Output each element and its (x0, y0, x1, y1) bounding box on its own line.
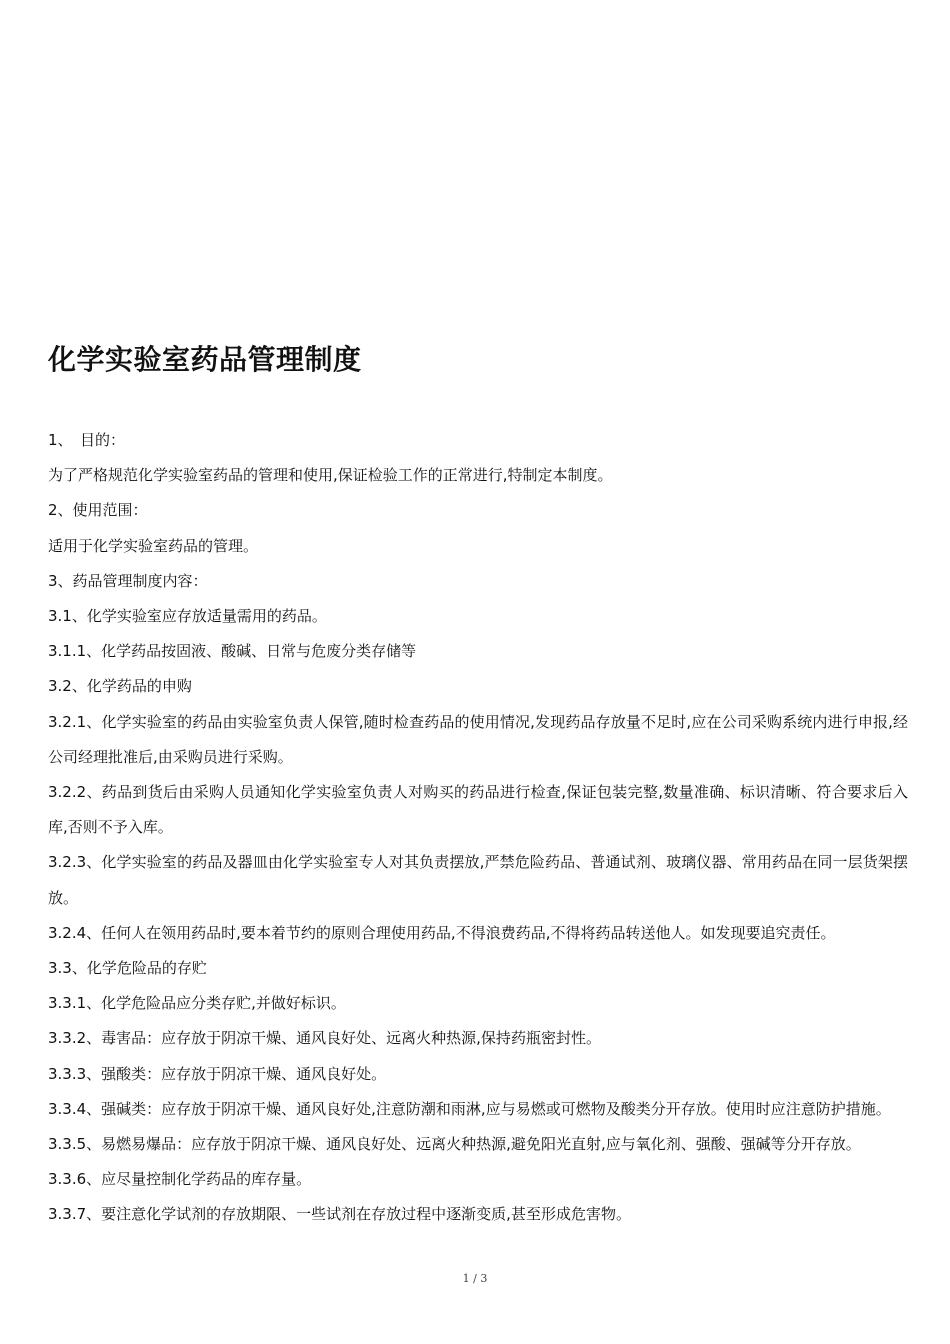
document-title: 化学实验室药品管理制度 (48, 343, 362, 376)
clause-3-3-2: 3.3.2、毒害品：应存放于阴凉干燥、通风良好处、远离火种热源,保持药瓶密封性。 (48, 1029, 601, 1048)
clause-3-2-2: 3.2.2、药品到货后由采购人员通知化学实验室负责人对购买的药品进行检查,保证包装完整,数量准确、标识清晰、符合要求后入库,否则不予入库。 (48, 783, 908, 837)
clause-3-3-1: 3.3.1、化学危险品应分类存贮,并做好标识。 (48, 994, 346, 1013)
section-1-text: 为了严格规范化学实验室药品的管理和使用,保证检验工作的正常进行,特制定本制度。 (48, 466, 613, 485)
clause-3-2-4: 3.2.4、任何人在领用药品时,要本着节约的原则合理使用药品,不得浪费药品,不得将药品转送他人。如发现要追究责任。 (48, 923, 836, 942)
section-3-heading: 3、药品管理制度内容： (48, 571, 208, 590)
clause-3-3: 3.3、化学危险品的存贮 (48, 959, 207, 978)
section-2-heading: 2、使用范围： (48, 501, 148, 520)
section-2-text: 适用于化学实验室药品的管理。 (48, 536, 259, 555)
clause-3-3-5: 3.3.5、易燃易爆品：应存放于阴凉干燥、通风良好处、远离火种热源,避免阳光直射,应与氧化剂、强酸、强碱等分开存放。 (48, 1135, 861, 1154)
clause-3-2-3: 3.2.3、化学实验室的药品及器皿由化学实验室专人对其负责摆放,严禁危险药品、普通试剂、玻璃仪器、常用药品在同一层货架摆放。 (48, 853, 908, 907)
page-number: 1 / 3 (462, 1272, 488, 1285)
clause-3-2-1: 3.2.1、化学实验室的药品由实验室负责人保管,随时检查药品的使用情况,发现药品存放量不足时,应在公司采购系统内进行申报,经公司经理批准后,由采购员进行采购。 (48, 712, 908, 766)
clause-3-2: 3.2、化学药品的申购 (48, 677, 192, 696)
section-1-heading: 1、 目的： (48, 431, 126, 449)
clause-3-1-1: 3.1.1、化学药品按固液、酸碱、日常与危废分类存储等 (48, 642, 417, 661)
clause-3-3-6: 3.3.6、应尽量控制化学药品的库存量。 (48, 1170, 312, 1189)
clause-3-3-4: 3.3.4、强碱类：应存放于阴凉干燥、通风良好处,注意防潮和雨淋,应与易燃或可燃物及酸类分开存放。使用时应注意防护措施。 (48, 1099, 891, 1118)
clause-3-3-3: 3.3.3、强酸类：应存放于阴凉干燥、通风良好处。 (48, 1064, 387, 1083)
clause-3-3-7: 3.3.7、要注意化学试剂的存放期限、一些试剂在存放过程中逐渐变质,甚至形成危害物。 (48, 1205, 631, 1224)
clause-3-1: 3.1、化学实验室应存放适量需用的药品。 (48, 607, 327, 626)
document-body (48, 423, 908, 1233)
